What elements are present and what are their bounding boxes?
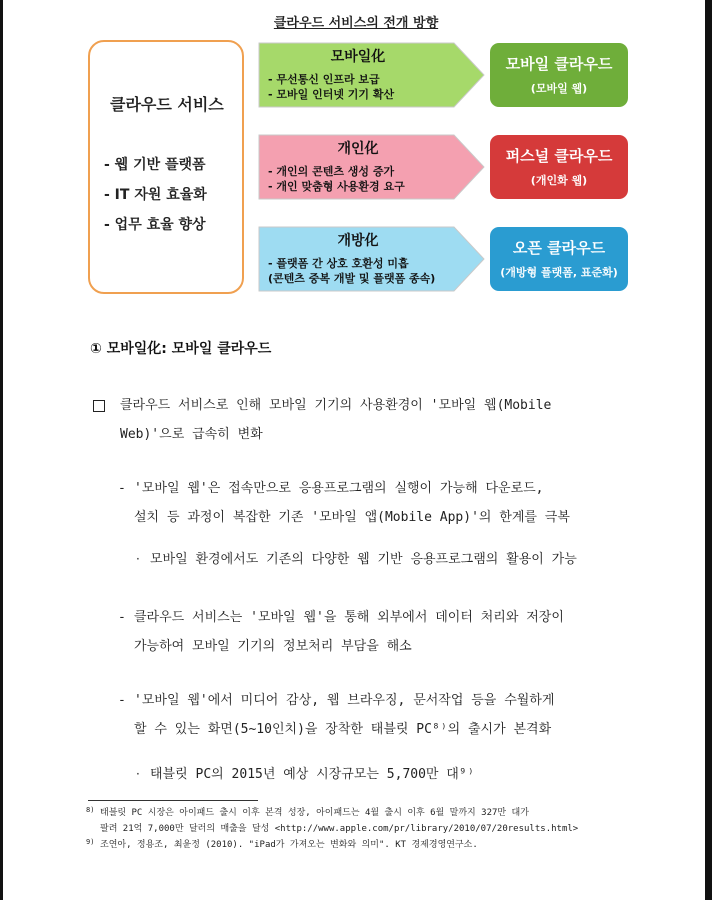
dot-marker: · (136, 552, 140, 566)
paragraph-line: Web)'으로 급속히 변화 (120, 427, 263, 442)
paragraph-line: 태블릿 PC의 2015년 예상 시장규모는 5,700만 대⁹⁾ (150, 767, 475, 782)
trend-item: - 개인 맞춤형 사용환경 요구 (268, 180, 405, 193)
footnote-mark: 8) (86, 806, 95, 814)
result-title: 모바일 클라우드 (505, 55, 613, 73)
trend-personal (258, 134, 488, 200)
paragraph-line: 모바일 환경에서도 기존의 다양한 웹 기반 응용프로그램의 활용이 가능 (150, 552, 577, 567)
dash-marker: - (118, 481, 126, 496)
trend-items (268, 164, 405, 194)
cloud-service-features (104, 154, 207, 244)
footnote-line: 태블릿 PC 시장은 아이패드 출시 이후 본격 성장, 아이패드는 4월 출시 이후 6월 말까지 327만 대가 (100, 808, 529, 818)
trend-open (258, 226, 488, 292)
diagram-title: 클라우드 서비스의 전개 방향 (273, 16, 439, 31)
dot-marker: · (136, 767, 140, 781)
footnote-9 (88, 837, 478, 853)
result-title: 오픈 클라우드 (512, 239, 606, 257)
trend-item: - 무선통신 인프라 보급 (268, 73, 380, 86)
trend-title: 개인化 (337, 141, 379, 157)
result-subtitle: (개방형 플랫폼, 표준화) (500, 266, 618, 279)
checkbox-bullet-icon (93, 400, 105, 412)
footnote-mark: 9) (86, 838, 95, 846)
footnote-8 (88, 805, 578, 837)
section-heading: ① 모바일化: 모바일 클라우드 (90, 341, 272, 357)
footnote-rule (88, 800, 258, 801)
trend-item: - 플랫폼 간 상호 호환성 미흡 (268, 257, 409, 270)
result-mobile-cloud (490, 43, 628, 107)
dash-marker: - (118, 693, 126, 708)
footnote-line: 팔려 21억 7,000만 달러의 매출을 달성 <http://www.apple.com/pr/library/2010/07/20results.html> (100, 824, 579, 834)
feature-item: - 업무 효율 향상 (104, 217, 206, 233)
trend-item: - 모바일 인터넷 기기 확산 (268, 88, 395, 101)
trend-items (268, 256, 435, 286)
left-border (0, 0, 3, 900)
paragraph-line: 클라우드 서비스는 '모바일 웹'을 통해 외부에서 데이터 처리와 저장이 (134, 610, 564, 625)
result-title: 퍼스널 클라우드 (505, 147, 613, 165)
dash-marker: - (118, 610, 126, 625)
trend-title: 모바일化 (330, 49, 386, 65)
result-personal-cloud (490, 135, 628, 199)
trend-mobile (258, 42, 488, 108)
result-open-cloud (490, 227, 628, 291)
paragraph-line: 클라우드 서비스로 인해 모바일 기기의 사용환경이 '모바일 웹(Mobile (120, 398, 552, 413)
paragraph-line: '모바일 웹'에서 미디어 감상, 웹 브라우징, 문서작업 등을 수월하게 (134, 693, 555, 708)
trend-item: (콘텐츠 중복 개발 및 플랫폼 종속) (268, 272, 436, 285)
paragraph-line: 설치 등 과정이 복잡한 기존 '모바일 앱(Mobile App)'의 한계를 극복 (134, 510, 570, 525)
paragraph-line: 할 수 있는 화면(5~10인치)을 장착한 태블릿 PC⁸⁾의 출시가 본격화 (134, 722, 552, 737)
result-subtitle: (모바일 웹) (530, 82, 588, 95)
trend-title: 개방化 (337, 233, 379, 249)
result-subtitle: (개인화 웹) (530, 174, 588, 187)
feature-item: - 웹 기반 플랫폼 (104, 157, 206, 173)
feature-item: - IT 자원 효율화 (104, 187, 207, 203)
cloud-service-box (88, 40, 244, 294)
paragraph-line: 가능하여 모바일 기기의 정보처리 부담을 해소 (134, 639, 412, 654)
right-border (705, 0, 712, 900)
trend-items (268, 72, 394, 102)
paragraph-line: '모바일 웹'은 접속만으로 응용프로그램의 실행이 가능해 다운로드, (134, 481, 544, 496)
footnote-line: 조연아, 정용조, 최윤정 (2010). "iPad가 가져오는 변화와 의미". KT 경제경영연구소. (100, 840, 478, 850)
trend-item: - 개인의 콘텐츠 생성 증가 (268, 165, 395, 178)
cloud-service-title: 클라우드 서비스 (110, 95, 224, 114)
